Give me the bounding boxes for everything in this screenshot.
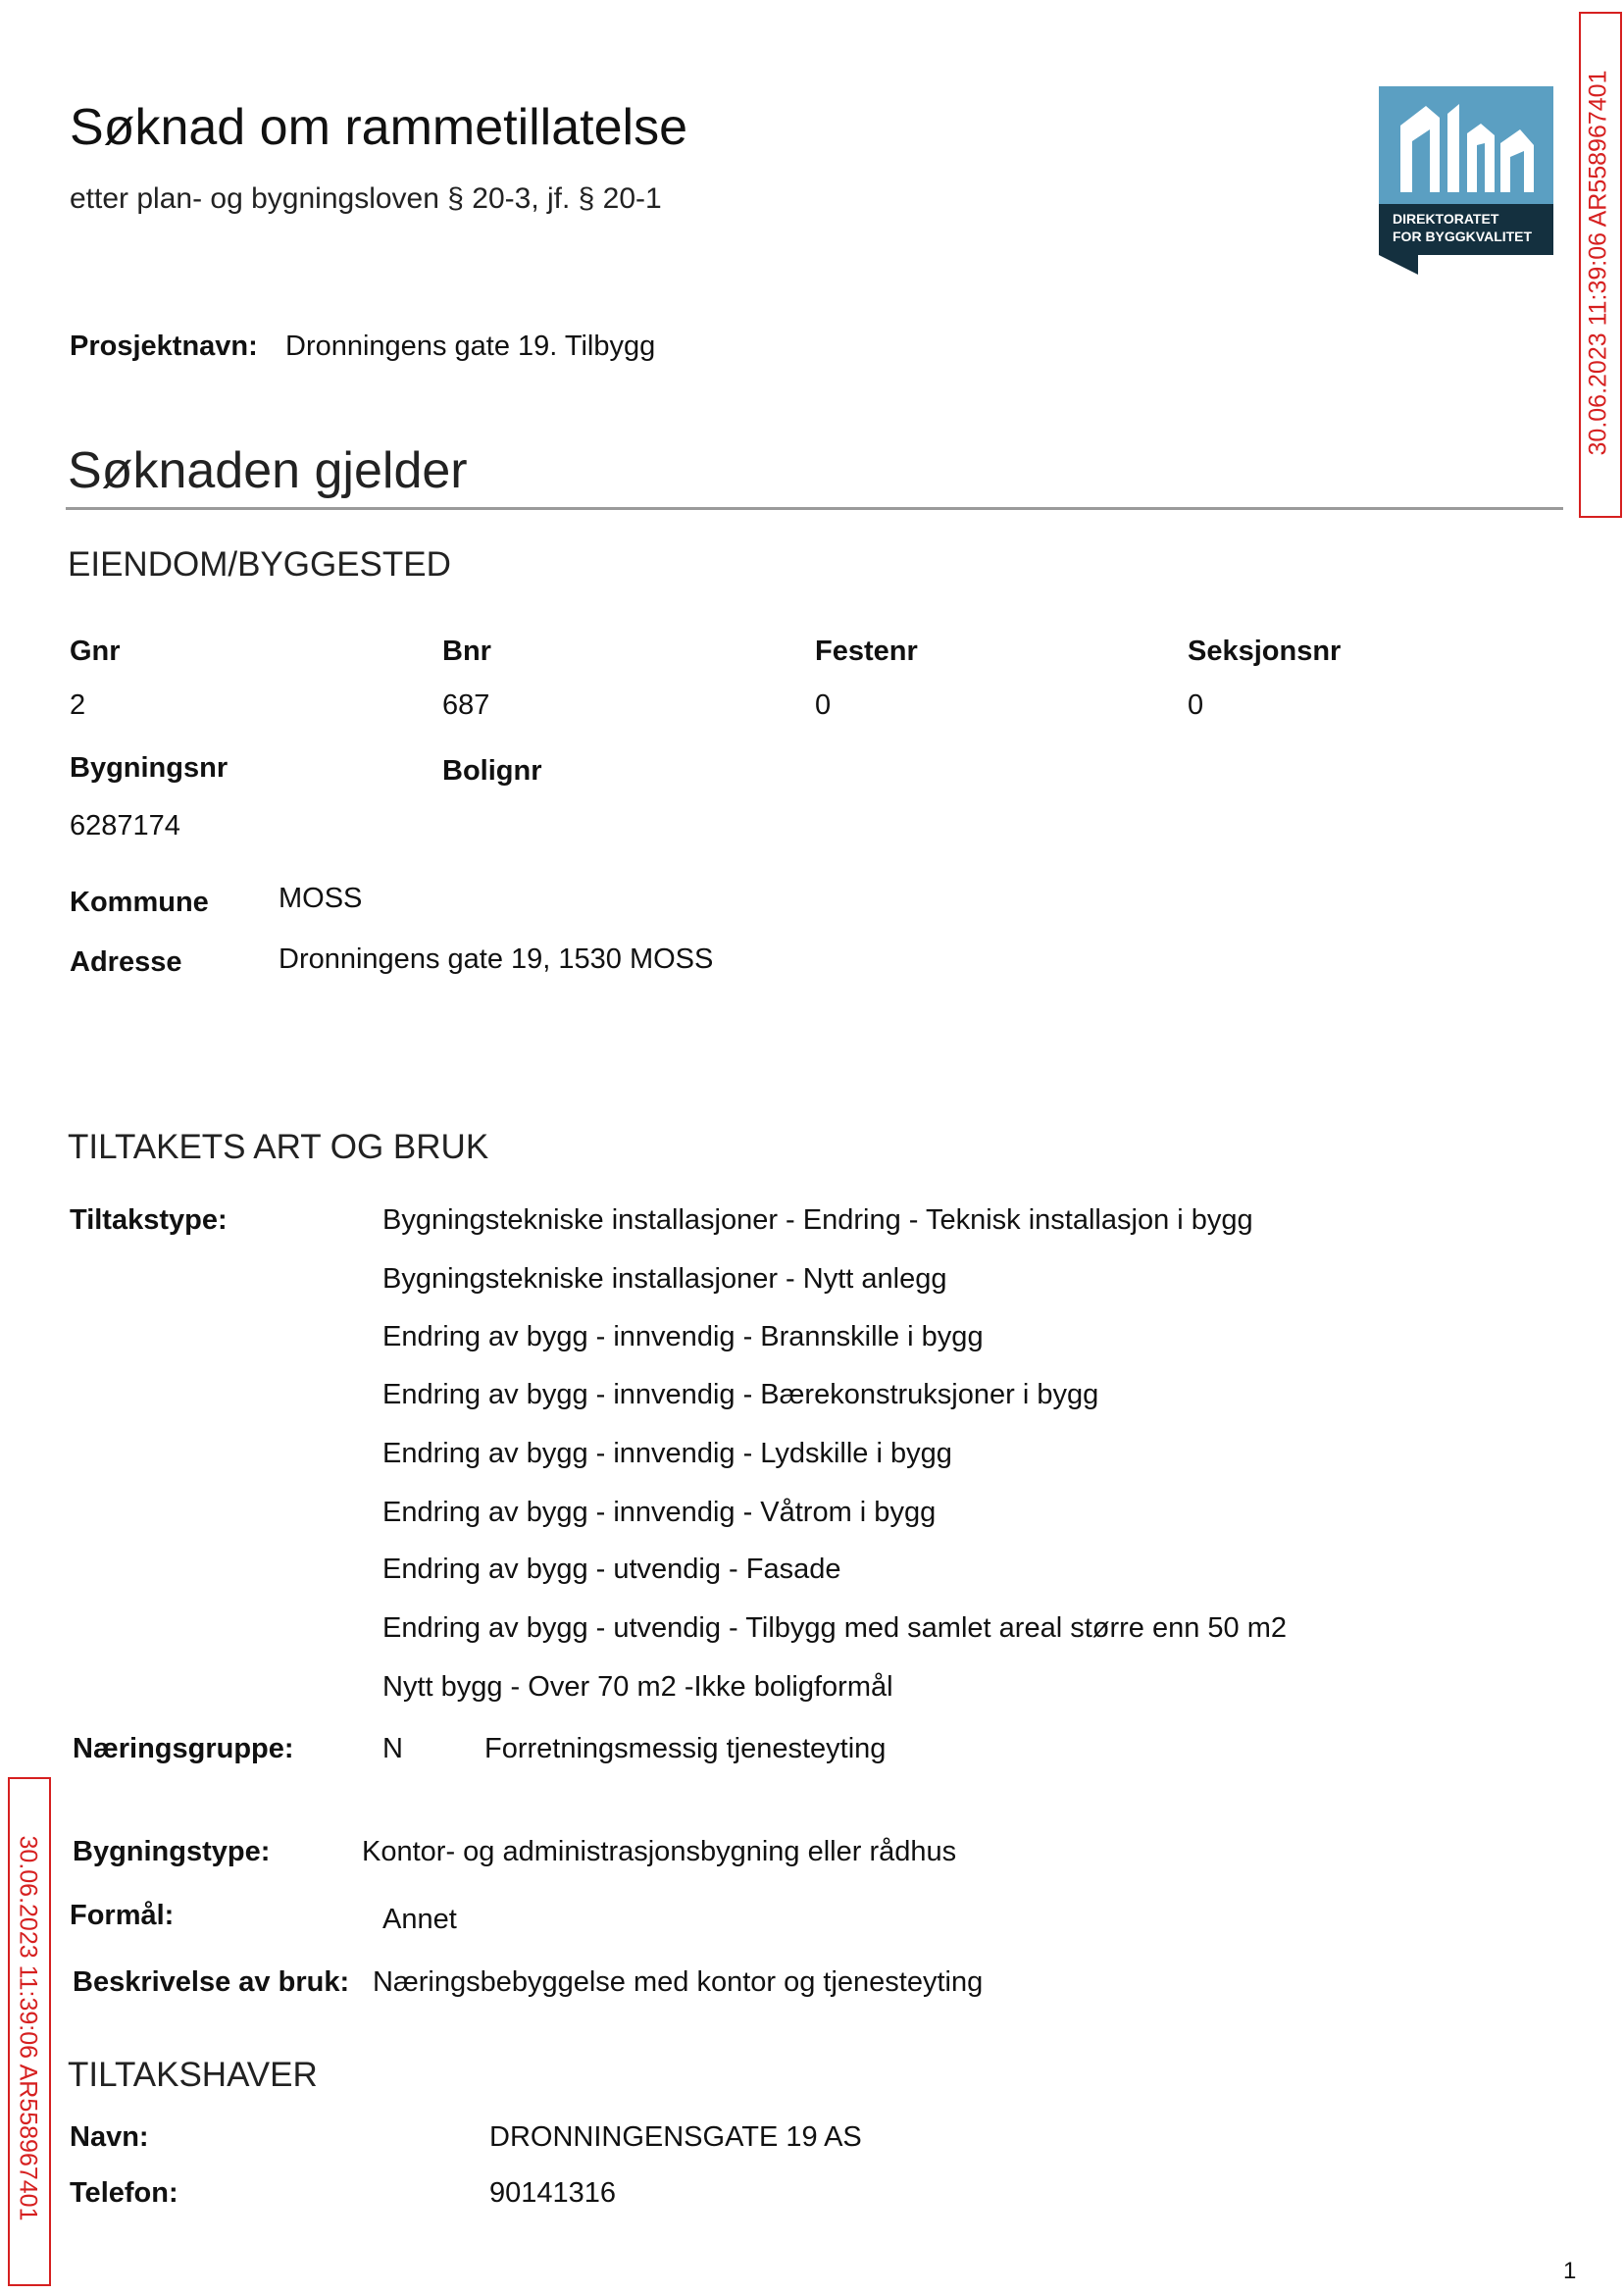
tiltakstype-label: Tiltakstype: — [70, 1204, 228, 1236]
bygningstype-value: Kontor- og administrasjonsbygning eller rådhus — [362, 1836, 957, 1867]
seksjonsnr-label: Seksjonsnr — [1188, 636, 1342, 667]
applicant-heading: TILTAKSHAVER — [68, 2056, 318, 2094]
tiltakstype-item: Bygningstekniske installasjoner - Nytt anlegg — [382, 1263, 947, 1295]
tiltakstype-item: Endring av bygg - innvendig - Bærekonstruksjoner i bygg — [382, 1379, 1099, 1410]
naeringsgruppe-label: Næringsgruppe: — [73, 1733, 294, 1764]
gnr-label: Gnr — [70, 636, 121, 667]
seksjonsnr-value: 0 — [1188, 689, 1204, 721]
bnr-label: Bnr — [442, 636, 491, 667]
bolignr-label: Bolignr — [442, 755, 542, 787]
applicant-name-label: Navn: — [70, 2121, 149, 2153]
formal-label: Formål: — [70, 1900, 175, 1931]
bnr-value: 687 — [442, 689, 490, 721]
logo-text-line2: FOR BYGGKVALITET — [1393, 229, 1533, 244]
tiltakstype-item: Endring av bygg - utvendig - Fasade — [382, 1554, 841, 1585]
tiltakstype-item: Bygningstekniske installasjoner - Endring - Teknisk installasjon i bygg — [382, 1204, 1253, 1236]
applicant-name-value: DRONNINGENSGATE 19 AS — [489, 2121, 862, 2153]
tiltakstype-item: Endring av bygg - innvendig - Brannskille i bygg — [382, 1321, 984, 1352]
document-subtitle: etter plan- og bygningsloven § 20-3, jf. § 20-1 — [70, 182, 662, 215]
formal-value: Annet — [382, 1904, 457, 1935]
tiltakstype-item: Nytt bygg - Over 70 m2 -Ikke boligformål — [382, 1671, 893, 1703]
tiltakstype-item: Endring av bygg - utvendig - Tilbygg med samlet areal større enn 50 m2 — [382, 1612, 1288, 1644]
beskrivelse-label: Beskrivelse av bruk: — [73, 1966, 350, 1998]
property-heading: EIENDOM/BYGGESTED — [68, 545, 451, 584]
bygningsnr-value: 6287174 — [70, 810, 180, 841]
naeringsgruppe-code: N — [382, 1733, 403, 1764]
dibk-logo — [1379, 86, 1553, 275]
stamp-left: 30.06.2023 11:39:06 AR558967401 — [14, 1835, 42, 2221]
project-name-label: Prosjektnavn: — [70, 331, 258, 362]
adresse-value: Dronningens gate 19, 1530 MOSS — [279, 943, 714, 975]
bygningsnr-label: Bygningsnr — [70, 752, 228, 784]
kommune-value: MOSS — [279, 883, 363, 914]
kommune-label: Kommune — [70, 887, 209, 918]
section-heading-application: Søknaden gjelder — [68, 442, 468, 499]
festenr-label: Festenr — [815, 636, 918, 667]
tiltakstype-item: Endring av bygg - innvendig - Lydskille i bygg — [382, 1438, 952, 1469]
document-title: Søknad om rammetillatelse — [70, 99, 687, 156]
festenr-value: 0 — [815, 689, 832, 721]
applicant-phone-label: Telefon: — [70, 2177, 178, 2209]
naeringsgruppe-text: Forretningsmessig tjenesteyting — [484, 1733, 887, 1764]
tiltakstype-item: Endring av bygg - innvendig - Våtrom i bygg — [382, 1497, 937, 1528]
dibk-logo-icon — [1379, 86, 1553, 275]
gnr-value: 2 — [70, 689, 86, 721]
page-number: 1 — [1563, 2258, 1577, 2284]
logo-text-line1: DIREKTORATET — [1393, 211, 1499, 227]
project-name-value: Dronningens gate 19. Tilbygg — [285, 331, 656, 362]
beskrivelse-value: Næringsbebyggelse med kontor og tjenesteyting — [373, 1966, 984, 1998]
applicant-phone-value: 90141316 — [489, 2177, 617, 2209]
bygningstype-label: Bygningstype: — [73, 1836, 271, 1867]
stamp-top-right: 30.06.2023 11:39:06 AR558967401 — [1584, 70, 1612, 456]
section-divider — [66, 507, 1563, 510]
measure-heading: TILTAKETS ART OG BRUK — [68, 1128, 489, 1166]
adresse-label: Adresse — [70, 946, 182, 978]
